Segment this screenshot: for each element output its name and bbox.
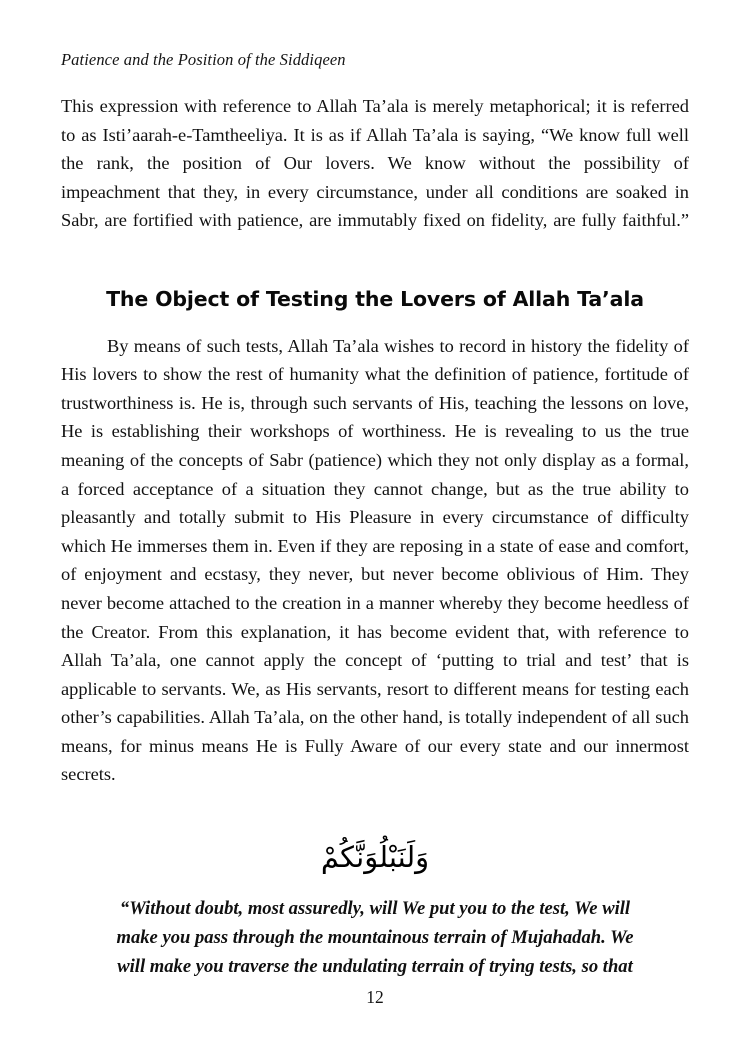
quote-line: will make you traverse the undulating terrain of trying tests, so that: [117, 956, 633, 977]
body-paragraph-2: By means of such tests, Allah Ta’ala wishes to record in history the fidelity of His lovers to show the rest of humanity what the definition of patience, fortitude of trustworthiness is. He is, through such servants of His, teaching the lessons on love, He is establishing their workshops of worthiness. He is revealing to us the true meaning of the concepts of Sabr (patience) which they not only display as a formal, a forced acceptance of a situation they cannot change, but as the true ability to pleasantly and totally submit to His Pleasure in every circumstance of difficulty which He immerses them in. Even if they are reposing in a state of ease and comfort, of enjoyment and ecstasy, they never, but never become oblivious of Him. They never become attached to the creation in a manner whereby they become heedless of the Creator. From this explanation, it has become evident that, with reference to Allah Ta’ala, one cannot apply the concept of ‘putting to trial and test’ that is applicable to servants. We, as His servants, resort to different means for testing each other’s capabilities. Allah Ta’ala, on the other hand, is totally independent of all such means, for minus means He is Fully Aware of our every state and our innermost secrets.: [61, 335, 689, 785]
spacer-after-heading: [61, 312, 689, 332]
quote-line: “Without doubt, most assuredly, will We put you to the test, We will: [119, 898, 631, 919]
running-header: Patience and the Position of the Siddiqeen: [61, 50, 346, 69]
section-heading: The Object of Testing the Lovers of Allah Ta’ala: [106, 286, 644, 311]
page-number: 12: [366, 987, 384, 1007]
text-column: [61, 92, 689, 818]
quote-line: make you pass through the mountainous terrain of Mujahadah. We: [116, 927, 634, 948]
spacer-before-heading: [61, 264, 689, 286]
body-paragraph-1: This expression with reference to Allah Ta’ala is merely metaphorical; it is referred to as Isti’aarah-e-Tamtheeliya. It is as if Allah Ta’ala is saying, “We know full well the rank, the position of Our lovers. We know without the possibility of impeachment that they, in every circumstance, under all conditions are soaked in Sabr, are fortified with patience, are immutably fixed on fidelity, are fully faithful.”: [61, 96, 689, 231]
ayah-translation-quote: [61, 894, 689, 981]
quran-ayah-arabic: وَلَنَبْلُوَنَّكُمْ: [320, 840, 430, 874]
